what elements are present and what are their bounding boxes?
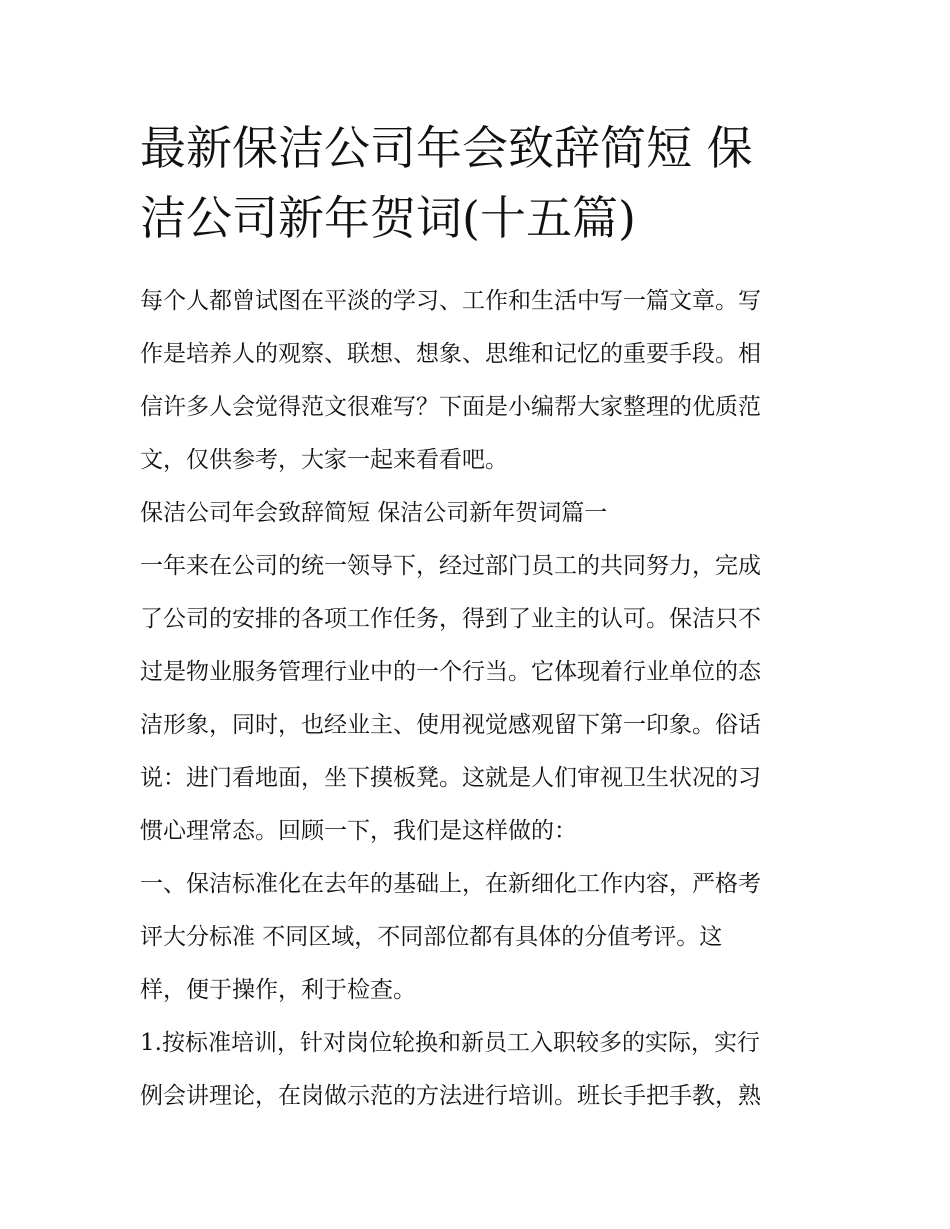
text-line: 例会讲理论，在岗做示范的方法进行培训。班长手把手教，熟	[140, 1083, 761, 1109]
text-line: 1.按标准培训，针对岗位轮换和新员工入职较多的实际，实行	[140, 1030, 760, 1056]
text-line: 说：进门看地面，坐下摸板凳。这就是人们审视卫生状况的习	[140, 765, 761, 791]
text-line: 样，便于操作，利于检查。	[140, 977, 416, 1003]
text-line: 惯心理常态。回顾一下，我们是这样做的：	[140, 818, 577, 844]
text-line: 过是物业服务管理行业中的一个行当。它体现着行业单位的态	[140, 659, 761, 685]
title-line-2: 洁公司新年贺词(十五篇)	[140, 191, 636, 245]
title-line-1: 最新保洁公司年会致辞简短 保	[140, 121, 753, 175]
text-line: 一、保洁标准化在去年的基础上，在新细化工作内容，严格考	[140, 871, 761, 897]
document-title	[140, 113, 820, 253]
text-line: 信许多人会觉得范文很难写？下面是小编帮大家整理的优质范	[140, 394, 761, 420]
text-line: 了公司的安排的各项工作任务，得到了业主的认可。保洁只不	[140, 606, 761, 632]
text-line: 作是培养人的观察、联想、想象、思维和记忆的重要手段。相	[140, 341, 761, 367]
document-body	[140, 282, 820, 1130]
text-line: 评大分标准 不同区域，不同部位都有具体的分值考评。这	[140, 924, 723, 950]
section-heading: 保洁公司年会致辞简短 保洁公司新年贺词篇一	[140, 500, 608, 526]
text-line: 洁形象，同时，也经业主、使用视觉感观留下第一印象。俗话	[140, 712, 761, 738]
text-line: 一年来在公司的统一领导下，经过部门员工的共同努力，完成	[140, 553, 761, 579]
text-line: 文，仅供参考，大家一起来看看吧。	[140, 447, 508, 473]
text-line: 每个人都曾试图在平淡的学习、工作和生活中写一篇文章。写	[140, 288, 761, 314]
